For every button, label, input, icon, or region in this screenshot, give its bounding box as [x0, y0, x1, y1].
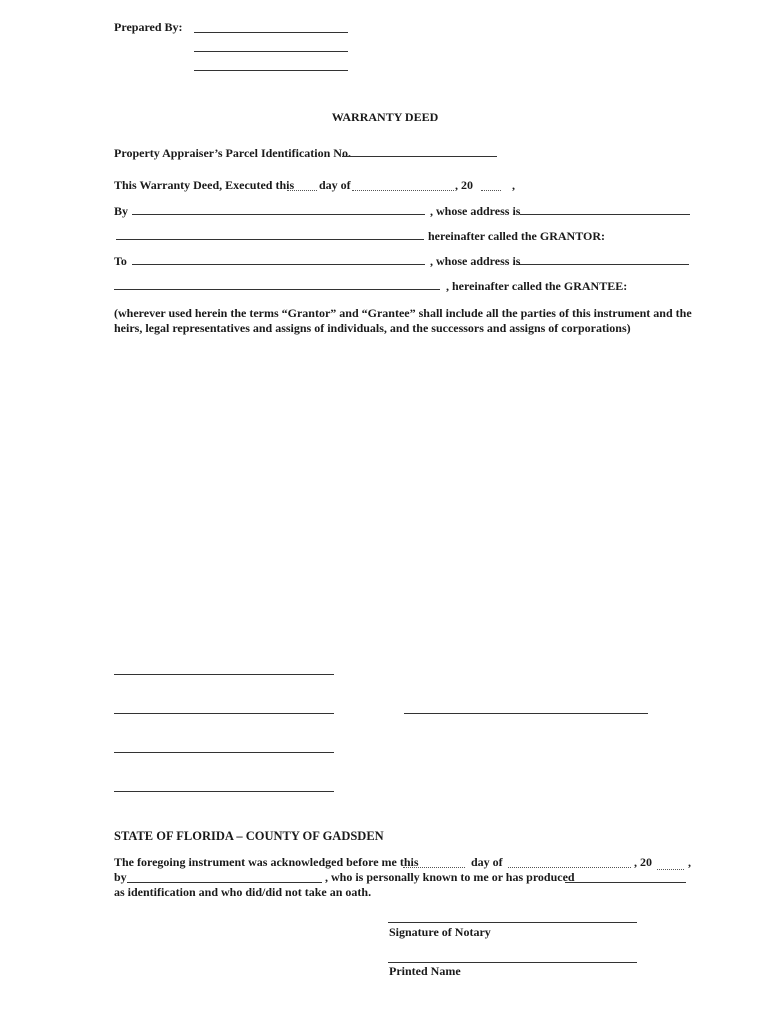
grantor-signature-line[interactable]	[404, 713, 648, 714]
grantee-name-field[interactable]	[132, 264, 425, 265]
executed-year-field[interactable]	[481, 190, 501, 191]
to-label: To	[114, 254, 127, 268]
prepared-by-label: Prepared By:	[114, 20, 183, 34]
grantee-address-field-2[interactable]	[114, 289, 440, 290]
definition-note: (wherever used herein the terms “Grantor” and “Grantee” shall include all the parties of this instrument and the heirs, legal representatives and assigns of individuals, and the successors and assigns of corporations)	[114, 306, 692, 335]
notary-signature-label: Signature of Notary	[389, 925, 491, 939]
notary-day-field[interactable]	[403, 867, 465, 868]
grantee-hereinafter-label: , hereinafter called the GRANTEE:	[446, 279, 628, 293]
grantor-address-field-2[interactable]	[116, 239, 424, 240]
executed-comma: ,	[512, 178, 515, 192]
grantee-whose-address-label: , whose address is	[430, 254, 521, 268]
notary-signature-line[interactable]	[388, 922, 637, 923]
witness-signature-line-3[interactable]	[114, 752, 334, 753]
document-title: WARRANTY DEED	[331, 110, 439, 124]
notary-line1-prefix: The foregoing instrument was acknowledged before me this	[114, 855, 419, 869]
notary-month-field[interactable]	[508, 867, 631, 868]
grantor-hereinafter-label: hereinafter called the GRANTOR:	[428, 229, 605, 243]
grantee-address-field[interactable]	[516, 264, 689, 265]
notary-day-of-label: day of	[471, 855, 503, 869]
parcel-id-label: Property Appraiser’s Parcel Identification No.	[114, 146, 351, 160]
witness-signature-line-2[interactable]	[114, 713, 334, 714]
grantor-name-field[interactable]	[132, 214, 425, 215]
prepared-by-line-3[interactable]	[194, 70, 348, 71]
notary-id-produced-field[interactable]	[565, 882, 686, 883]
executed-day-field[interactable]	[287, 190, 317, 191]
witness-signature-line-4[interactable]	[114, 791, 334, 792]
grantor-whose-address-label: , whose address is	[430, 204, 521, 218]
day-of-label: day of	[319, 178, 351, 192]
grantor-address-field[interactable]	[520, 214, 690, 215]
notary-year-prefix: , 20	[634, 855, 652, 869]
witness-signature-line-1[interactable]	[114, 674, 334, 675]
executed-this-label: This Warranty Deed, Executed this	[114, 178, 295, 192]
notary-printed-name-line[interactable]	[388, 962, 637, 963]
notary-printed-name-label: Printed Name	[389, 964, 461, 978]
notary-year-field[interactable]	[657, 869, 684, 870]
notary-acknowledger-field[interactable]	[127, 882, 322, 883]
notary-known-label: , who is personally known to me or has produced	[325, 870, 575, 884]
executed-month-field[interactable]	[352, 190, 454, 191]
by-label: By	[114, 204, 129, 218]
notary-by-label: by	[114, 870, 127, 884]
year-prefix-label: , 20	[455, 178, 473, 192]
notary-line1-comma: ,	[688, 855, 691, 869]
notary-heading: STATE OF FLORIDA – COUNTY OF GADSDEN	[114, 829, 384, 843]
parcel-id-field[interactable]	[342, 156, 497, 157]
notary-oath-text: as identification and who did/did not take an oath.	[114, 885, 372, 899]
prepared-by-line-1[interactable]	[194, 32, 348, 33]
prepared-by-line-2[interactable]	[194, 51, 348, 52]
